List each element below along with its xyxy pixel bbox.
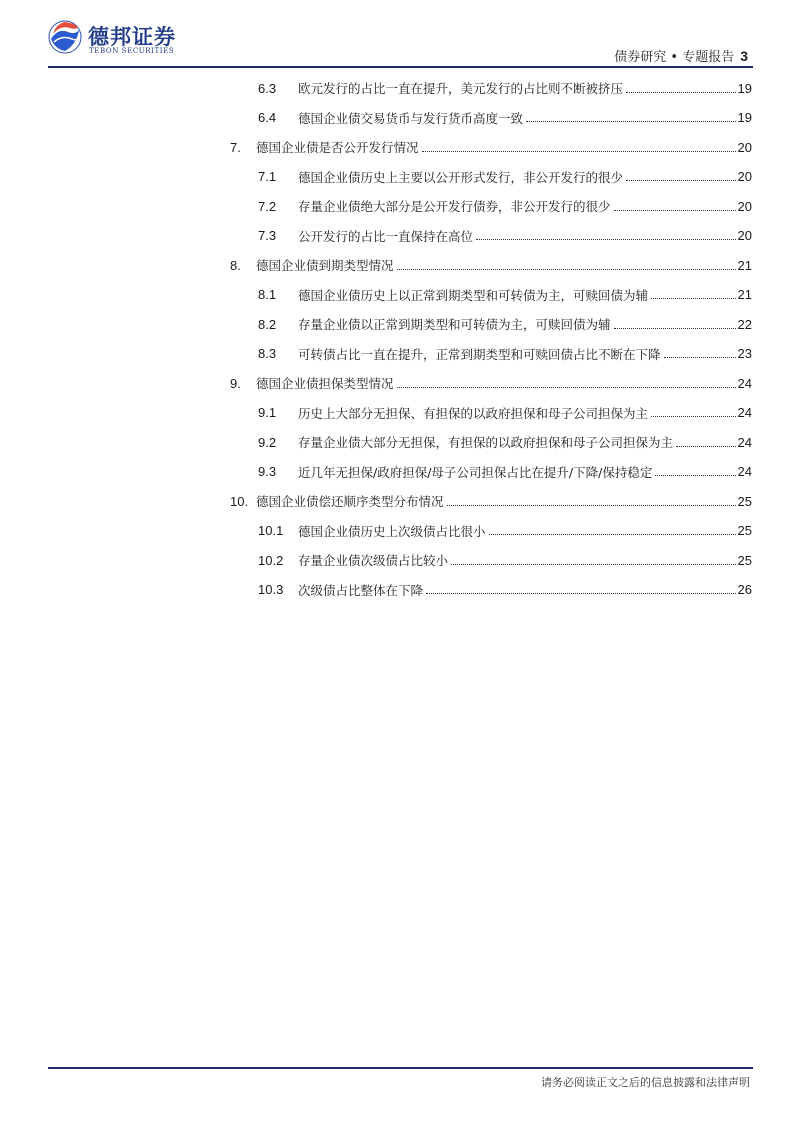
report-section: 债券研究 • 专题报告: [614, 50, 735, 65]
toc-entry-page: 24: [737, 405, 752, 420]
toc-dot-leader: [489, 534, 736, 535]
toc-entry-number: 9.2: [258, 434, 277, 450]
toc-dot-leader: [651, 298, 736, 299]
toc-entry-page: 21: [737, 257, 752, 273]
toc-entry[interactable]: [258, 226, 752, 246]
toc-entry[interactable]: [258, 580, 752, 600]
toc-entry[interactable]: [258, 285, 752, 305]
toc-entry-page: 20: [737, 139, 752, 155]
toc-entry-page: 20: [737, 169, 752, 184]
toc-entry-title: 历史上大部分无担保、有担保的以政府担保和母子公司担保为主: [298, 405, 649, 421]
toc-entry-title: 存量企业债以正常到期类型和可转债为主，可赎回债为辅: [298, 317, 611, 332]
toc-dot-leader: [651, 416, 736, 417]
toc-dot-leader: [422, 151, 736, 152]
toc-dot-leader: [626, 180, 736, 181]
toc-entry-title: 存量企业债绝大部分是公开发行债券，非公开发行的很少: [298, 199, 611, 214]
toc-entry[interactable]: [258, 196, 752, 216]
toc-dot-leader: [676, 446, 736, 447]
toc-entry-number: 9.1: [258, 405, 277, 420]
toc-entry-page: 25: [737, 523, 752, 538]
company-logo: [48, 20, 208, 60]
toc-dot-leader: [614, 210, 736, 211]
toc-entry-number: 10.3: [258, 582, 284, 597]
toc-entry-number: 8.2: [258, 316, 277, 332]
footer-divider: [48, 1067, 753, 1069]
toc-entry-number: 6.4: [258, 110, 277, 125]
toc-entry-title: 德国企业债是否公开发行情况: [256, 140, 419, 155]
toc-dot-leader: [447, 505, 736, 506]
page-header: [0, 0, 800, 70]
toc-dot-leader: [397, 387, 736, 388]
toc-entry-page: 25: [737, 552, 752, 568]
toc-entry[interactable]: [258, 78, 752, 98]
toc-entry-number: 7.3: [258, 228, 277, 243]
toc-entry[interactable]: [258, 432, 752, 452]
toc-entry-page: 19: [737, 110, 752, 125]
toc-dot-leader: [626, 92, 736, 93]
toc-entry-number: 6.3: [258, 80, 277, 96]
tebon-logo-icon: [48, 20, 82, 54]
page-number: 3: [740, 48, 748, 64]
toc-entry[interactable]: [258, 167, 752, 187]
header-report-info: [614, 46, 748, 65]
toc-entry-title: 公开发行的占比一直保持在高位: [298, 228, 474, 244]
toc-dot-leader: [476, 239, 736, 240]
toc-entry-title: 德国企业债偿还顺序类型分布情况: [256, 494, 444, 509]
toc-entry-number: 8.1: [258, 287, 277, 302]
toc-entry-number: 8.3: [258, 346, 277, 361]
toc-entry-page: 20: [737, 198, 752, 214]
toc-entry-page: 19: [737, 80, 752, 96]
toc-entry-title: 存量企业债大部分无担保，有担保的以政府担保和母子公司担保为主: [298, 435, 674, 450]
toc-entry-number: 10.: [230, 493, 249, 509]
toc-entry-page: 26: [737, 582, 752, 597]
toc-entry[interactable]: [258, 462, 752, 482]
logo-english-name: TEBON SECURITIES: [89, 47, 175, 55]
toc-entry-title: 德国企业债历史上以正常到期类型和可转债为主，可赎回债为辅: [298, 287, 649, 303]
toc-entry-title: 存量企业债次级债占比较小: [298, 553, 449, 568]
toc-entry-title: 德国企业债担保类型情况: [256, 376, 394, 391]
toc-entry[interactable]: [230, 255, 752, 275]
toc-entry[interactable]: [258, 314, 752, 334]
toc-entry[interactable]: [258, 521, 752, 541]
toc-entry-title: 可转债占比一直在提升，正常到期类型和可赎回债占比不断在下降: [298, 346, 661, 362]
toc-entry-title: 次级债占比整体在下降: [298, 582, 424, 598]
toc-entry-number: 7.1: [258, 169, 277, 184]
toc-entry-title: 德国企业债历史上主要以公开形式发行，非公开发行的很少: [298, 169, 624, 185]
toc-dot-leader: [526, 121, 736, 122]
toc-entry-number: 10.1: [258, 523, 284, 538]
toc-entry-title: 近几年无担保/政府担保/母子公司担保占比在提升/下降/保持稳定: [298, 464, 653, 480]
toc-entry-page: 24: [737, 434, 752, 450]
toc-entry-number: 9.: [230, 375, 241, 391]
toc-entry[interactable]: [258, 344, 752, 364]
toc-entry-number: 9.3: [258, 464, 277, 479]
logo-chinese-name: 德邦证券: [88, 25, 176, 49]
toc-entry-title: 欧元发行的占比一直在提升，美元发行的占比则不断被挤压: [298, 81, 624, 96]
toc-dot-leader: [426, 593, 736, 594]
toc-entry[interactable]: [258, 550, 752, 570]
toc-entry-number: 7.2: [258, 198, 277, 214]
toc-dot-leader: [451, 564, 736, 565]
toc-entry-title: 德国企业债到期类型情况: [256, 258, 394, 273]
toc-entry-page: 25: [737, 493, 752, 509]
toc-dot-leader: [655, 475, 735, 476]
toc-entry-number: 8.: [230, 257, 241, 273]
toc-entry-number: 7.: [230, 139, 241, 155]
toc-entry[interactable]: [230, 491, 752, 511]
toc-entry[interactable]: [258, 403, 752, 423]
toc-entry[interactable]: [230, 373, 752, 393]
toc-dot-leader: [397, 269, 736, 270]
header-divider: [48, 66, 753, 68]
toc-entry-title: 德国企业债交易货币与发行货币高度一致: [298, 110, 524, 126]
toc-entry-page: 24: [737, 464, 752, 479]
toc-entry-page: 22: [737, 316, 752, 332]
footer-disclaimer: 请务必阅读正文之后的信息披露和法律声明: [541, 1076, 750, 1089]
toc-dot-leader: [614, 328, 736, 329]
toc-entry-page: 23: [737, 346, 752, 361]
toc-entry-page: 21: [737, 287, 752, 302]
toc-entry[interactable]: [230, 137, 752, 157]
toc-entry-number: 10.2: [258, 552, 284, 568]
toc-entry-page: 24: [737, 375, 752, 391]
toc-entry-page: 20: [737, 228, 752, 243]
toc-dot-leader: [664, 357, 736, 358]
toc-entry[interactable]: [258, 108, 752, 128]
toc-entry-title: 德国企业债历史上次级债占比很小: [298, 523, 486, 539]
